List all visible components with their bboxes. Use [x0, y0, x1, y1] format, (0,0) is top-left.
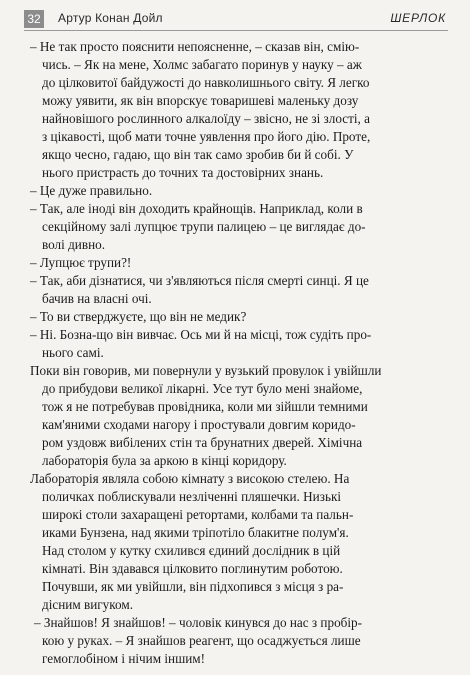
text-line: иками Бунзена, над якими тріпотіло блакитне полум'я. [42, 525, 349, 540]
text-line: Поки він говорив, ми повернули у вузький провулок і увійшли [30, 363, 382, 378]
text-line: кам'яними сходами нагору і простували довгим коридо- [42, 417, 356, 432]
text-line: – То ви стверджуєте, що він не медик? [30, 309, 247, 324]
text-line: можу уявити, як він впорскує товаришеві маленьку дозу [42, 93, 359, 108]
text-line: – Це дуже правильно. [30, 183, 153, 198]
text-line: бачив на власні очі. [42, 291, 152, 306]
text-line: поличках поблискували незліченні пляшечки. Низькі [42, 489, 342, 504]
text-line: найновішого рослинного алкалоїду – звісно, не зі злості, а [42, 111, 370, 126]
text-line: лабораторія була за аркою в кінці коридору. [42, 453, 287, 468]
text-line: – Знайшов! Я знайшов! – чоловік кинувся до нас з пробір- [34, 615, 363, 630]
text-line: – Лупцює трупи?! [30, 255, 132, 270]
text-line: нього пристрасть до точних та достовірних знань. [42, 165, 324, 180]
text-line: дісним вигуком. [42, 597, 133, 612]
text-line: Почувши, як ми увійшли, він підхопився з місця з ра- [42, 579, 344, 594]
text-line: кою у руках. – Я знайшов реагент, що осаджується лише [42, 633, 361, 648]
text-line: секційному залі лупцює трупи палицею – це виглядає до- [42, 219, 366, 234]
text-line: гемоглобіном і нічим іншим! [42, 651, 206, 666]
text-line: – Не так просто пояснити непоясненне, – сказав він, смію- [30, 39, 360, 54]
text-line: кімнаті. Він здавався цілковито поглинутим роботою. [42, 561, 343, 576]
text-line: чись. – Як на мене, Холмс забагато поринув у науку – аж [42, 57, 362, 72]
text-line: до цілковитої байдужості до навколишнього світу. Я легко [42, 75, 370, 90]
text-line: широкі столи захаращені ретортами, колбами та пальн- [42, 507, 354, 522]
running-head-series: ШЕРЛОК [390, 11, 446, 25]
text-line: – Ні. Бозна-що він вивчає. Ось ми й на місці, тож судіть про- [30, 327, 372, 342]
text-line: волі дивно. [42, 237, 106, 252]
text-line: – Так, аби дізнатися, чи з'являються після смерті синці. Я це [30, 273, 369, 288]
text-line: Над столом у кутку схилився єдиний дослідник в цій [42, 543, 341, 558]
text-line: з цікавості, щоб мати точне уявлення про його дію. Проте, [42, 129, 371, 144]
text-line: нього самі. [42, 345, 104, 360]
page-number: 32 [24, 10, 44, 28]
text-line: до прибудови великої лікарні. Усе тут було мені знайоме, [42, 381, 363, 396]
text-line: якщо чесно, гадаю, що він так само зробив би й собі. У [42, 147, 354, 162]
text-line: – Так, але іноді він доходить крайнощів. Наприклад, коли в [30, 201, 363, 216]
text-line: ром уздовж вибілених стін та брунатних дверей. Хімічна [42, 435, 363, 450]
running-head-author: Артур Конан Дойл [58, 11, 163, 25]
page-header [24, 8, 448, 31]
text-line: тож я не потребував провідника, коли ми зійшли темними [42, 399, 368, 414]
text-line: Лабораторія являла собою кімнату з високою стелею. На [30, 471, 350, 486]
